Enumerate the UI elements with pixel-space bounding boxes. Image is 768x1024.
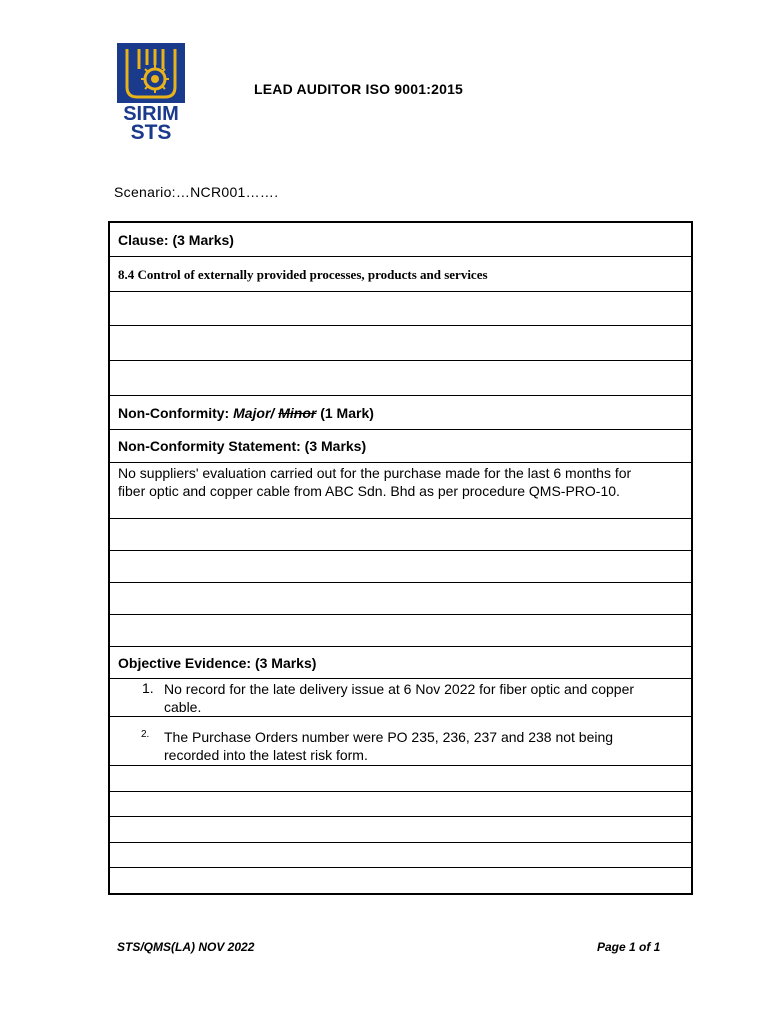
clause-label: Clause: (3 Marks) [118, 232, 234, 248]
blank-row [110, 519, 691, 551]
nc-minor-struck: Minor [278, 405, 317, 421]
blank-row [110, 583, 691, 615]
document-title: LEAD AUDITOR ISO 9001:2015 [254, 81, 464, 97]
blank-row [110, 792, 691, 817]
nc-grade-row [110, 396, 691, 430]
nc-marks: (1 Mark) [316, 405, 374, 421]
nc-grade-label [118, 404, 683, 422]
footer-doc-code: STS/QMS(LA) NOV 2022 [117, 940, 255, 954]
nc-label-prefix: Non-Conformity: [118, 405, 234, 421]
evidence-item-text: The Purchase Orders number were PO 235, 236, 237 and 238 not being recorded into the latest risk form. [164, 729, 614, 763]
bottom-rule [110, 893, 691, 894]
evidence-item-number: 2. [141, 729, 150, 740]
blank-row [110, 292, 691, 326]
blank-row [110, 766, 691, 792]
blank-row [110, 843, 691, 868]
blank-row [110, 817, 691, 843]
evidence-item-row [110, 679, 691, 717]
nc-statement-label-row [110, 430, 691, 463]
blank-row [110, 361, 691, 396]
blank-row [110, 551, 691, 583]
sirim-sts-logo [117, 43, 185, 141]
evidence-item-text: No record for the late delivery issue at 6 Nov 2022 for fiber optic and copper cable. [164, 681, 635, 715]
nc-statement-label: Non-Conformity Statement: (3 Marks) [118, 438, 367, 454]
evidence-item-row [110, 717, 691, 766]
footer-page-number: Page 1 of 1 [597, 940, 661, 954]
blank-row [110, 868, 691, 893]
logo-text-sirim: SIRIM [123, 103, 179, 125]
clause-label-row [110, 223, 691, 257]
blank-row [110, 615, 691, 647]
evidence-item-number: 1. [142, 680, 154, 696]
evidence-label-row [110, 647, 691, 679]
scenario-label: Scenario:…NCR001……. [114, 184, 279, 200]
logo-text-sts: STS [130, 121, 172, 141]
nc-major: Major/ [233, 405, 279, 421]
evidence-label: Objective Evidence: (3 Marks) [118, 655, 317, 671]
clause-value-row [110, 257, 691, 292]
nc-statement-value-row [110, 463, 691, 519]
ncr-form-table [108, 221, 693, 895]
blank-row [110, 326, 691, 361]
clause-value: 8.4 Control of externally provided processes, products and services [118, 267, 488, 282]
nc-statement-value: No suppliers' evaluation carried out for the purchase made for the last 6 months for fiber optic and copper cable from ABC Sdn. Bhd as per procedure QMS-PRO-10. [118, 465, 632, 499]
